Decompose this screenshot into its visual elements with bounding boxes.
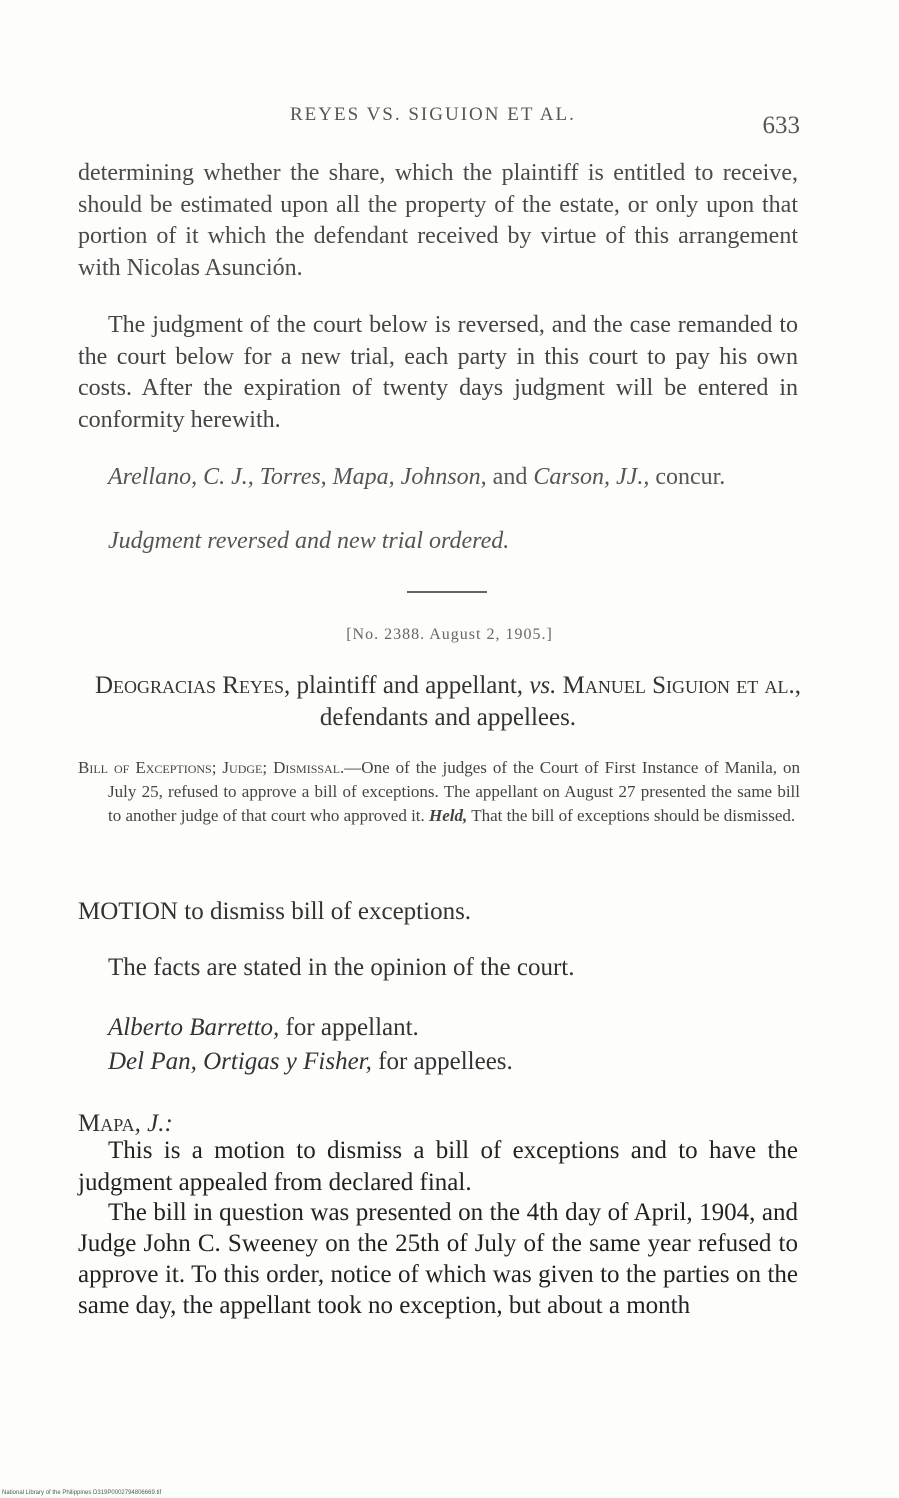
concurring-justices: Arellano, C. J., Torres, Mapa, Johnson, bbox=[108, 464, 487, 490]
plaintiff-name: Deogracias Reyes bbox=[95, 672, 284, 699]
defendant-name: Manuel Siguion et al. bbox=[556, 672, 795, 699]
concurrence-and: and bbox=[486, 464, 534, 490]
concurrence-tail: concur. bbox=[649, 464, 726, 490]
scan-credit: National Library of the Philippines D319P0002794806669.tif bbox=[2, 1490, 162, 1496]
disposition: Judgment reversed and new trial ordered. bbox=[108, 528, 510, 554]
continuation-paragraph: determining whether the share, which the plaintiff is entitled to receive, should be estimated upon all the property of the estate, or only upon that portion of it which the defendant received by virtue of this arrangement with Nicolas Asunción. bbox=[78, 160, 798, 281]
judgment-paragraph: The judgment of the court below is reversed, and the case remanded to the court below for a new trial, each party in this court to pay his own costs. After the expiration of twenty days judgment will be entered in conformity herewith. bbox=[78, 312, 798, 433]
running-title: REYES VS. SIGUION ET AL. bbox=[290, 104, 576, 125]
counsel-appellant bbox=[108, 1014, 419, 1042]
section-divider bbox=[407, 591, 487, 593]
concurrence-line bbox=[78, 462, 798, 494]
opinion-paragraph: The bill in question was presented on the 4th day of April, 1904, and Judge John C. Sweeney on the 25th of July of the same year refused to approve it. To this order, notice of which was given to the parties on the same day, the appellant took no exception, but about a month bbox=[78, 1199, 798, 1319]
counsel-appellees bbox=[108, 1048, 513, 1076]
counsel-role: for appellant. bbox=[279, 1014, 419, 1041]
facts-statement: The facts are stated in the opinion of the court. bbox=[108, 954, 575, 981]
concurring-justice-last: Carson, JJ., bbox=[533, 464, 650, 490]
syllabus-body: —One of the judges of the Court of First Instance of Manila, on July 25, refused to approve a bill of exceptions. The appellant on August 27 presented the same bill to another judge of that court who approved it. bbox=[108, 758, 801, 825]
syllabus bbox=[78, 756, 800, 828]
motion-label: MOTION bbox=[78, 898, 178, 925]
motion-line bbox=[78, 898, 471, 926]
counsel-role: for appellees. bbox=[371, 1048, 513, 1075]
case-title bbox=[78, 670, 818, 734]
case-number: [No. 2388. August 2, 1905.] bbox=[346, 626, 553, 643]
syllabus-held-text: That the bill of exceptions should be dismissed. bbox=[467, 806, 796, 825]
motion-text: to dismiss bill of exceptions. bbox=[178, 898, 472, 925]
counsel-name: Del Pan, Ortigas y Fisher, bbox=[108, 1048, 372, 1075]
counsel-name: Alberto Barretto, bbox=[108, 1014, 280, 1041]
justice-name: Mapa bbox=[78, 1110, 135, 1137]
syllabus-heading: Bill of Exceptions; Judge; Dismissal. bbox=[78, 758, 345, 777]
opinion-paragraph: This is a motion to dismiss a bill of exceptions and to have the judgment appealed from declared final. bbox=[78, 1137, 798, 1196]
defendant-role: , defendants and appellees. bbox=[319, 672, 801, 731]
opinion-author bbox=[78, 1110, 173, 1138]
plaintiff-role: , plaintiff and appellant, bbox=[284, 672, 530, 699]
page-number: 633 bbox=[762, 112, 800, 139]
justice-suffix: , J.: bbox=[134, 1110, 173, 1137]
syllabus-held-label: Held, bbox=[429, 806, 468, 825]
versus: vs. bbox=[529, 672, 557, 699]
running-head bbox=[80, 98, 800, 138]
